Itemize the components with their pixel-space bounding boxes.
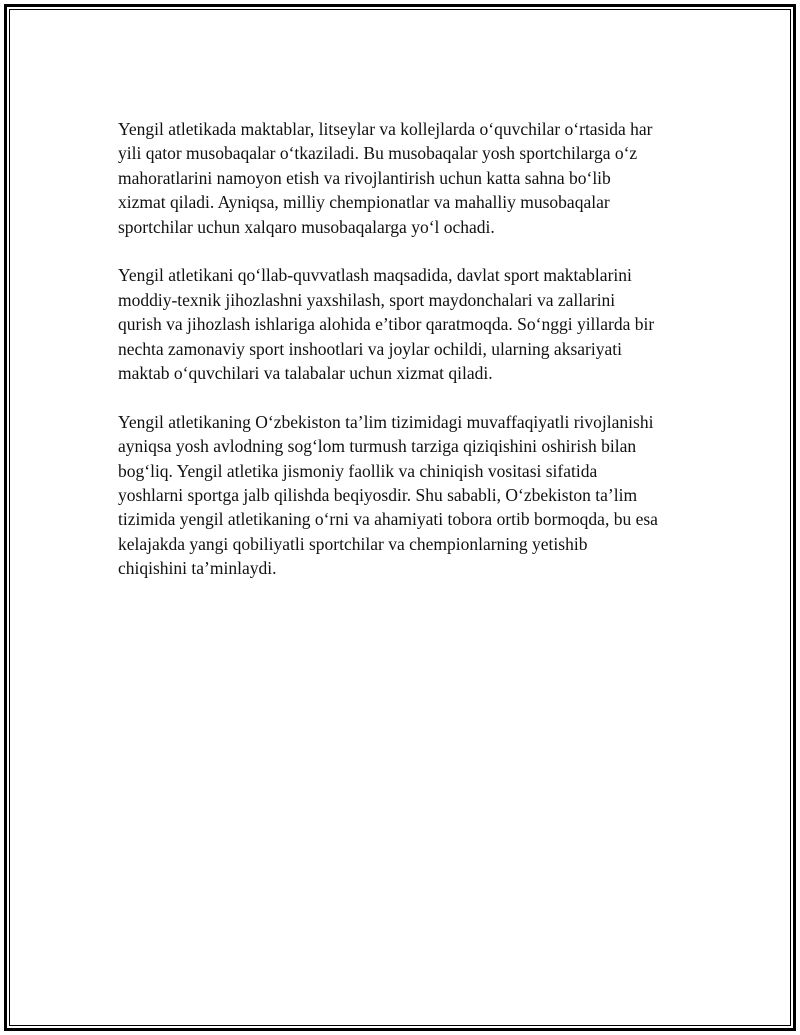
- paragraph-3: Yengil atletikaning O‘zbekiston ta’lim tizimidagi muvaffaqiyatli rivojlanishi ayniqsa yosh avlodning sog‘lom turmush tarziga qiziqishini oshirish bilan bog‘liq. Yengil atletika jismoniy faollik va chiniqish vositasi sifatida yoshlarni sportga jalb qilishda beqiyosdir. Shu sababli, O‘zbekiston ta’lim tizimida yengil atletikaning o‘rni va ahamiyati tobora ortib bormoqda, bu esa kelajakda yangi qobiliyatli sportchilar va chempionlarning yetishib chiqishini ta’minlaydi.: [118, 411, 658, 579]
- document-body: [118, 117, 698, 605]
- paragraph-1: Yengil atletikada maktablar, litseylar va kollejlarda o‘quvchilar o‘rtasida har yili qator musobaqalar o‘tkaziladi. Bu musobaqalar yosh sportchilarga o‘z mahoratlarini namoyon etish va rivojlantirish uchun katta sahna bo‘lib xizmat qiladi. Ayniqsa, milliy chempionatlar va mahalliy musobaqalar sportchilar uchun xalqaro musobaqalarga yo‘l ochadi.: [118, 119, 653, 237]
- paragraph-2: Yengil atletikani qo‘llab-quvvatlash maqsadida, davlat sport maktablarini moddiy-texnik jihozlashni yaxshilash, sport maydonchalari va zallarini qurish va jihozlash ishlariga alohida e’tibor qaratmoqda. So‘nggi yillarda bir nechta zamonaviy sport inshootlari va joylar ochildi, ularning aksariyati maktab o‘quvchilari va talabalar uchun xizmat qiladi.: [118, 265, 655, 384]
